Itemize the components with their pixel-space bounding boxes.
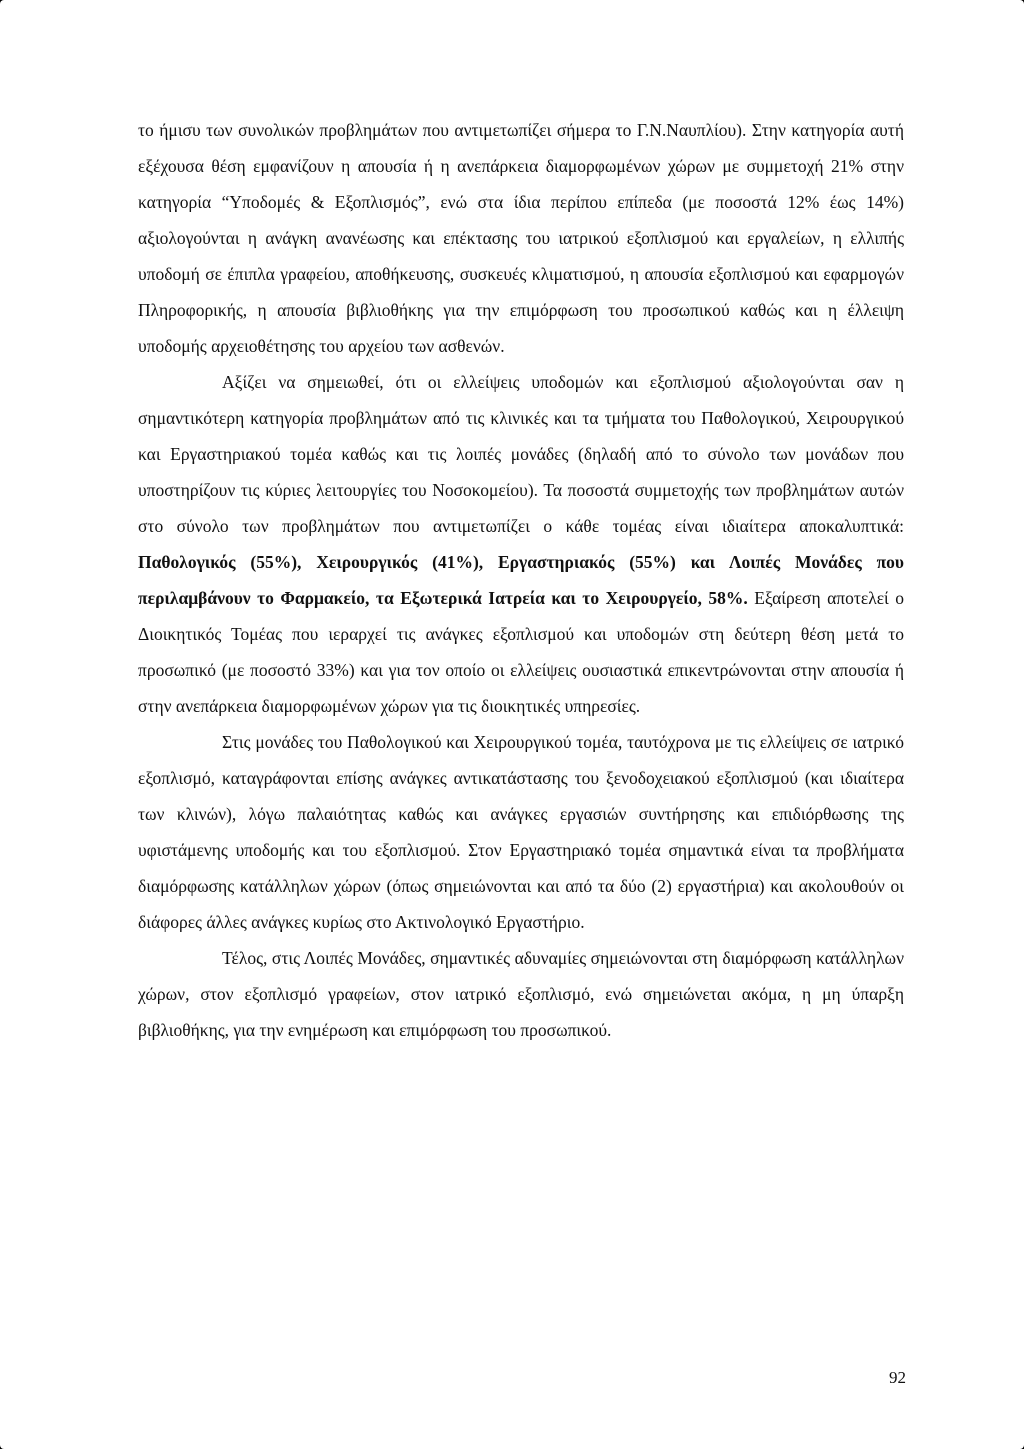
paragraph-2-bold-text: Παθολογικός (55%), Χειρουργικός (41%), Εργαστηριακός (55%) και Λοιπές Μονάδες που περιλαμβάνουν το Φαρμακείο, τα Εξωτερικά Ιατρεία και το Χειρουργείο, 58%. xyxy=(138,552,904,608)
paragraph-2 xyxy=(138,364,904,724)
document-body xyxy=(138,112,904,1048)
paragraph-1: το ήμισυ των συνολικών προβλημάτων που αντιμετωπίζει σήμερα το Γ.Ν.Ναυπλίου). Στην κατηγορία αυτή εξέχουσα θέση εμφανίζουν η απουσία ή η ανεπάρκεια διαμορφωμένων χώρων με συμμετοχή 21% στην κατηγορία “Υποδομές & Εξοπλισμός”, ενώ στα ίδια περίπου επίπεδα (με ποσοστά 12% έως 14%) αξιολογούνται η ανάγκη ανανέωσης και επέκτασης του ιατρικού εξοπλισμού και εργαλείων, η ελλιπής υποδομή σε έπιπλα γραφείου, αποθήκευσης, συσκευές κλιματισμού, η απουσία εξοπλισμού και εφαρμογών Πληροφορικής, η απουσία βιβλιοθήκης για την επιμόρφωση του προσωπικού καθώς και η έλλειψη υποδομής αρχειοθέτησης του αρχείου των ασθενών. xyxy=(138,120,904,356)
paragraph-2-text-start: Αξίζει να σημειωθεί, ότι οι ελλείψεις υποδομών και εξοπλισμού αξιολογούνται σαν η σημαντικότερη κατηγορία προβλημάτων από τις κλινικές και τα τμήματα του Παθολογικού, Χειρουργικού και Εργαστηριακού τομέα καθώς και τις λοιπές μονάδες (δηλαδή από το σύνολο των μονάδων που υποστηρίζουν τις κύριες λειτουργίες του Νοσοκομείου). Τα ποσοστά συμμετοχής των προβλημάτων αυτών στο σύνολο των προβλημάτων που αντιμετωπίζει ο κάθε τομέας είναι ιδιαίτερα αποκαλυπτικά: xyxy=(138,372,904,536)
paragraph-3: Στις μονάδες του Παθολογικού και Χειρουργικού τομέα, ταυτόχρονα με τις ελλείψεις σε ιατρικό εξοπλισμό, καταγράφονται επίσης ανάγκες αντικατάστασης του ξενοδοχειακού εξοπλισμού (και ιδιαίτερα των κλινών), λόγω παλαιότητας καθώς και ανάγκες εργασιών συντήρησης και επιδιόρθωσης της υφιστάμενης υποδομής και του εξοπλισμού. Στον Εργαστηριακό τομέα σημαντικά είναι τα προβλήματα διαμόρφωσης κατάλληλων χώρων (όπως σημειώνονται και από τα δύο (2) εργαστήρια) και ακολουθούν οι διάφορες άλλες ανάγκες κυρίως στο Ακτινολογικό Εργαστήριο. xyxy=(138,732,904,932)
page-number: 92 xyxy=(889,1368,906,1387)
paragraph-4: Τέλος, στις Λοιπές Μονάδες, σημαντικές αδυναμίες σημειώνονται στη διαμόρφωση κατάλληλων χώρων, στον εξοπλισμό γραφείων, στον ιατρικό εξοπλισμό, ενώ σημειώνεται ακόμα, η μη ύπαρξη βιβλιοθήκης, για την ενημέρωση και επιμόρφωση του προσωπικού. xyxy=(138,948,904,1040)
paragraph-2-text-end: Εξαίρεση αποτελεί ο Διοικητικός Τομέας που ιεραρχεί τις ανάγκες εξοπλισμού και υποδομών στη δεύτερη θέση μετά το προσωπικό (με ποσοστό 33%) και για τον οποίο οι ελλείψεις ουσιαστικά επικεντρώνονται στην απουσία ή στην ανεπάρκεια διαμορφωμένων χώρων για τις διοικητικές υπηρεσίες. xyxy=(138,588,904,716)
